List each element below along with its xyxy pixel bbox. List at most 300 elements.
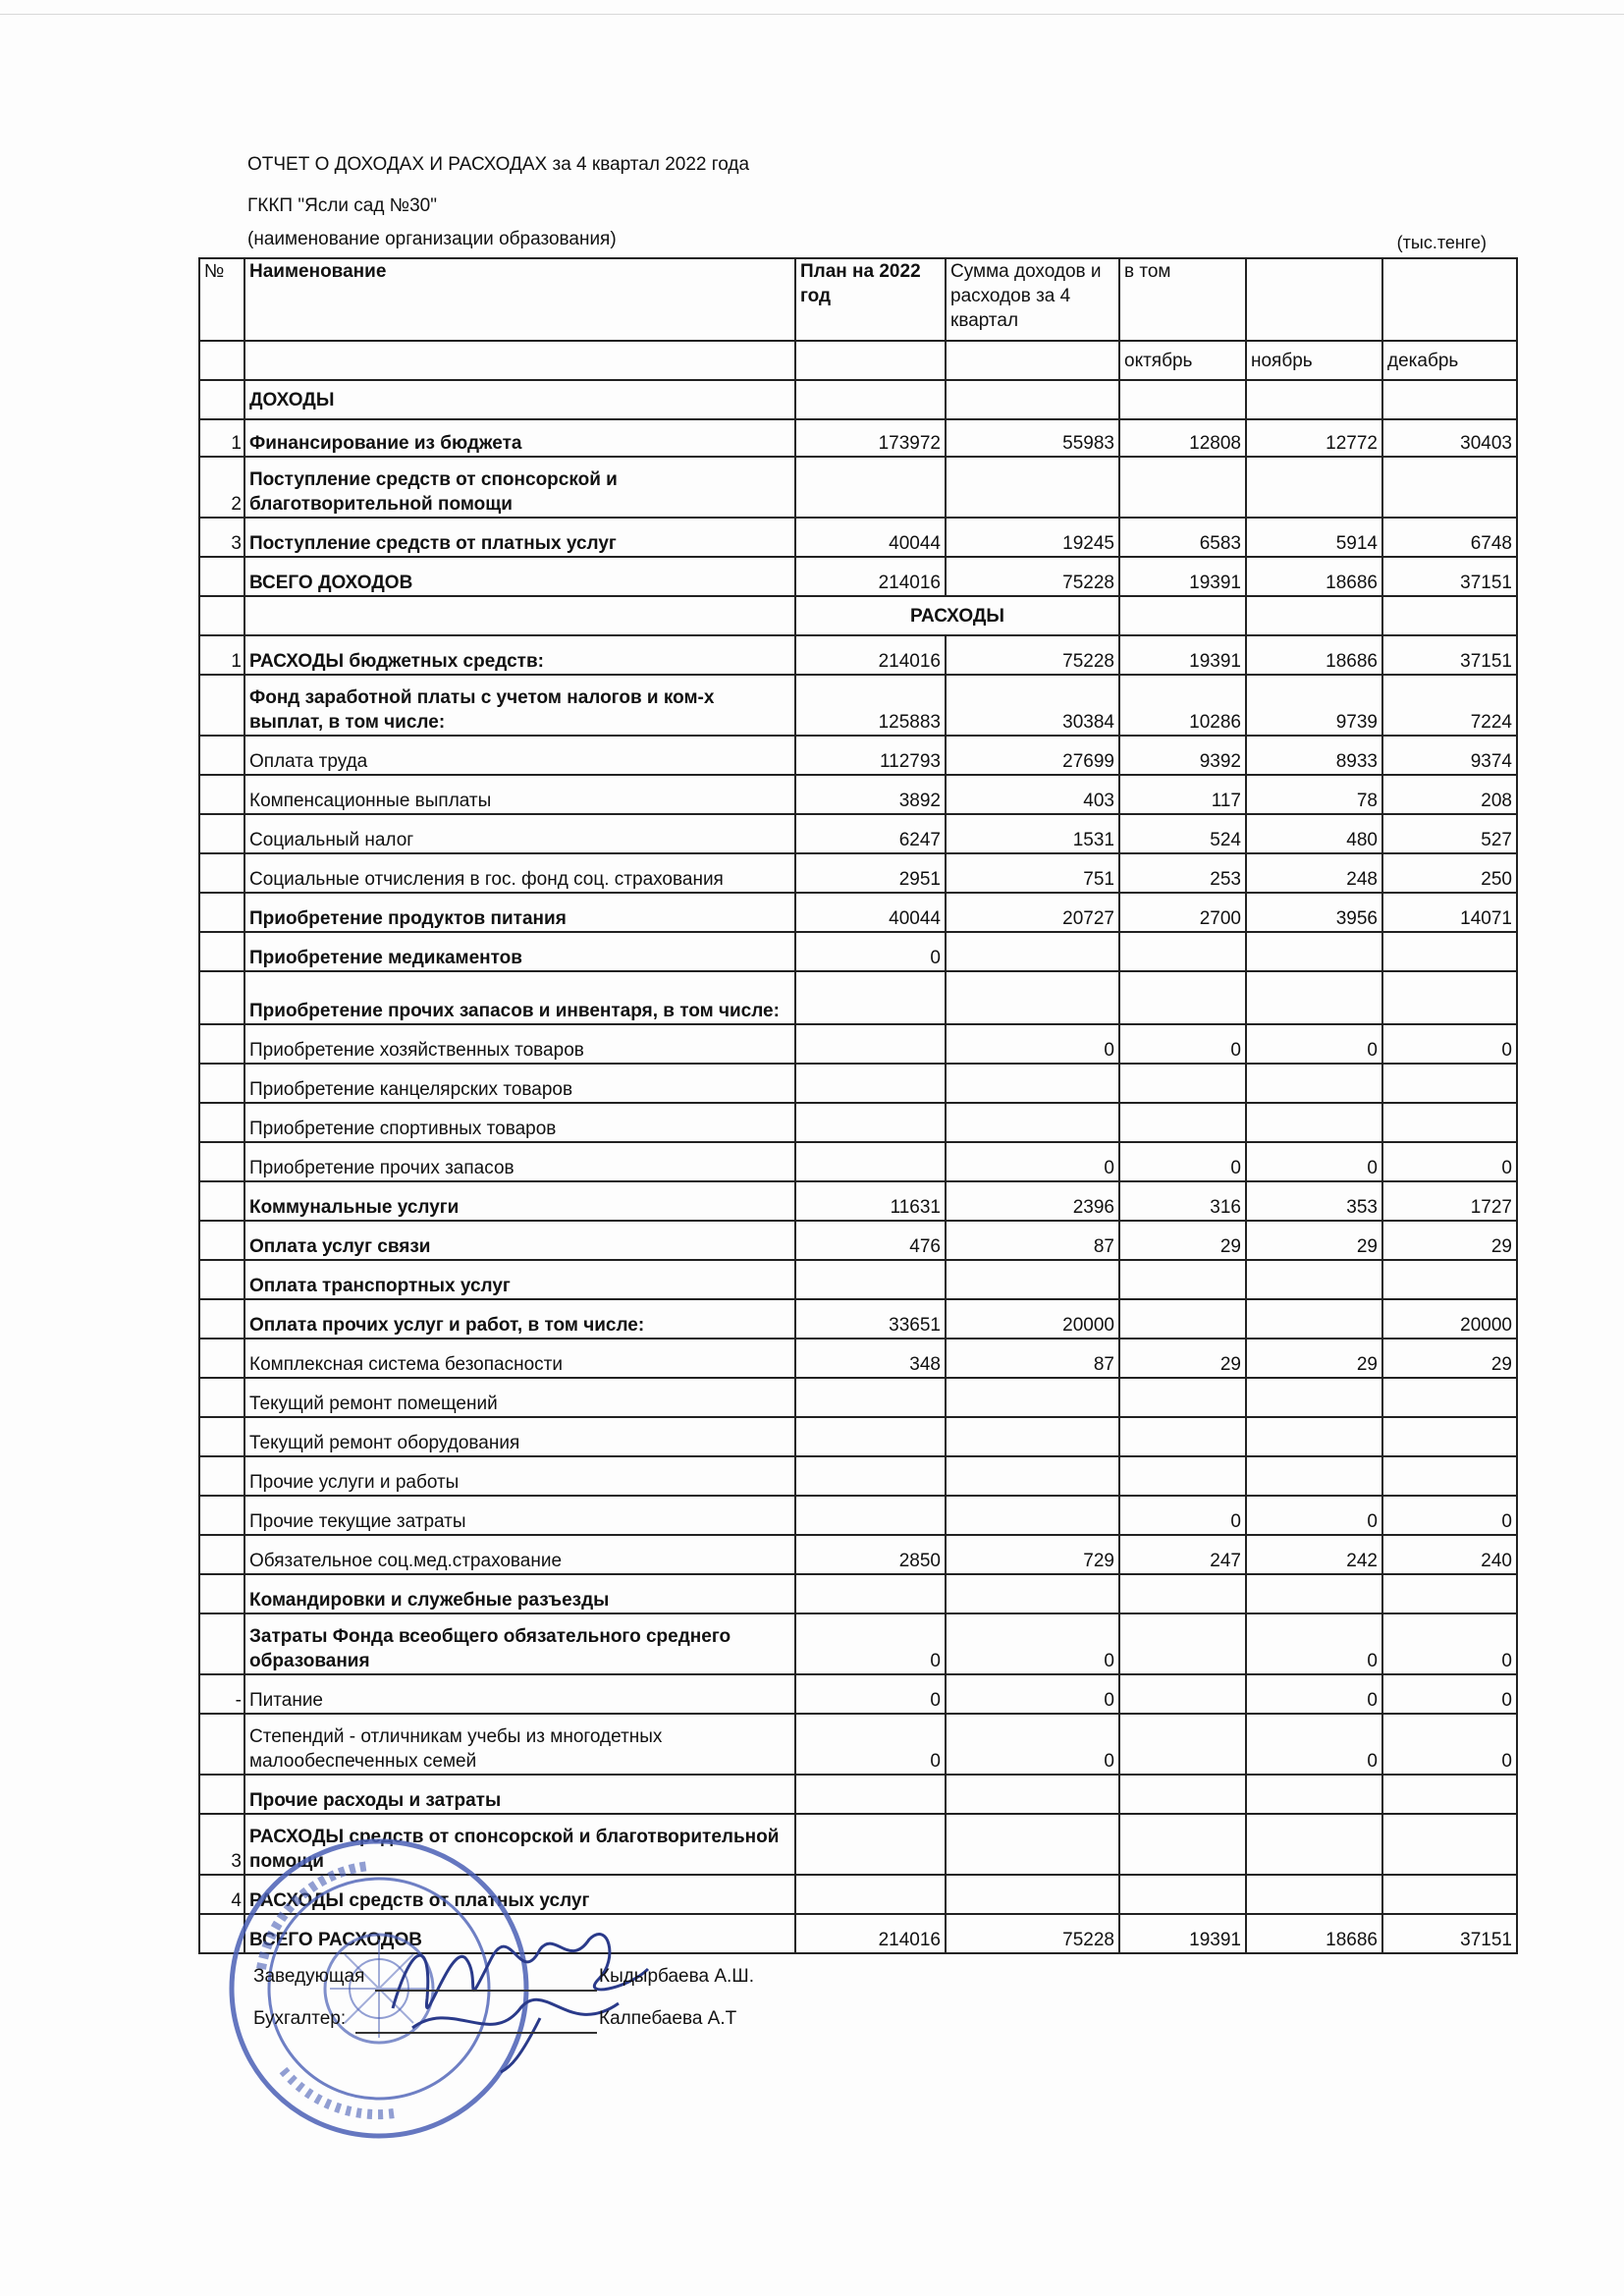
row-plan: 214016 — [795, 557, 946, 596]
row-plan — [795, 457, 946, 518]
row-name: Финансирование из бюджета — [244, 419, 795, 457]
row-nov: 353 — [1246, 1181, 1382, 1221]
table-row — [199, 1535, 1517, 1574]
table-row — [199, 893, 1517, 932]
row-nov: 0 — [1246, 1142, 1382, 1181]
row-sum — [946, 1496, 1119, 1535]
row-number — [199, 971, 244, 1024]
row-plan — [795, 1775, 946, 1814]
head-signature-line — [375, 1990, 597, 1992]
row-dec: 29 — [1382, 1221, 1517, 1260]
row-dec: 37151 — [1382, 1914, 1517, 1953]
row-sum: 20727 — [946, 893, 1119, 932]
row-dec — [1382, 1775, 1517, 1814]
col-empty-header — [1246, 258, 1382, 341]
row-number — [199, 1775, 244, 1814]
row-nov — [1246, 1456, 1382, 1496]
row-dec: 0 — [1382, 1142, 1517, 1181]
row-dec: 1727 — [1382, 1181, 1517, 1221]
row-nov: 0 — [1246, 1613, 1382, 1674]
row-sum: 87 — [946, 1339, 1119, 1378]
row-oct: 247 — [1119, 1535, 1246, 1574]
table-row — [199, 1064, 1517, 1103]
row-oct: 0 — [1119, 1496, 1246, 1535]
row-sum — [946, 1260, 1119, 1299]
row-name: Затраты Фонда всеобщего обязательного среднего образования — [244, 1613, 795, 1674]
row-sum: 0 — [946, 1024, 1119, 1064]
row-oct: 10286 — [1119, 675, 1246, 736]
row-number — [199, 1613, 244, 1674]
table-row — [199, 1613, 1517, 1674]
row-sum: 0 — [946, 1714, 1119, 1775]
row-nov — [1246, 1299, 1382, 1339]
row-oct: 19391 — [1119, 557, 1246, 596]
row-dec: 14071 — [1382, 893, 1517, 932]
row-dec — [1382, 932, 1517, 971]
row-name: Социальный налог — [244, 814, 795, 853]
row-dec — [1382, 1456, 1517, 1496]
table-row — [199, 1339, 1517, 1378]
row-oct — [1119, 1299, 1246, 1339]
table-row — [199, 853, 1517, 893]
row-number: 2 — [199, 457, 244, 518]
row-plan: 476 — [795, 1221, 946, 1260]
row-nov: 29 — [1246, 1339, 1382, 1378]
head-name: Кыдырбаева А.Ш. — [599, 1966, 754, 1987]
row-nov: 3956 — [1246, 893, 1382, 932]
row-number — [199, 1260, 244, 1299]
row-oct: 12808 — [1119, 419, 1246, 457]
table-row — [199, 1181, 1517, 1221]
row-name: РАСХОДЫ бюджетных средств: — [244, 635, 795, 675]
col-plan-header: План на 2022 год — [795, 258, 946, 341]
row-sum: 75228 — [946, 557, 1119, 596]
row-sum — [946, 971, 1119, 1024]
row-dec: 240 — [1382, 1535, 1517, 1574]
row-oct — [1119, 457, 1246, 518]
row-nov — [1246, 971, 1382, 1024]
row-name: Прочие текущие затраты — [244, 1496, 795, 1535]
row-number — [199, 814, 244, 853]
row-name: Приобретение спортивных товаров — [244, 1103, 795, 1142]
col-oct-header: октябрь — [1119, 341, 1246, 380]
table-row — [199, 1260, 1517, 1299]
row-number — [199, 1064, 244, 1103]
row-nov: 78 — [1246, 775, 1382, 814]
row-number — [199, 1535, 244, 1574]
row-name: ВСЕГО РАСХОДОВ — [244, 1914, 795, 1953]
row-sum — [946, 1064, 1119, 1103]
table-row — [199, 1024, 1517, 1064]
row-nov: 0 — [1246, 1674, 1382, 1714]
row-oct: 0 — [1119, 1024, 1246, 1064]
row-oct: 316 — [1119, 1181, 1246, 1221]
row-dec: 208 — [1382, 775, 1517, 814]
row-plan — [795, 1814, 946, 1875]
row-number — [199, 1714, 244, 1775]
row-plan: 2850 — [795, 1535, 946, 1574]
row-number: - — [199, 1674, 244, 1714]
row-plan — [795, 1378, 946, 1417]
row-name: Приобретение прочих запасов — [244, 1142, 795, 1181]
accountant-name: Калпебаева А.Т — [599, 2008, 737, 2029]
table-row — [199, 1496, 1517, 1535]
row-oct — [1119, 1378, 1246, 1417]
row-dec — [1382, 1260, 1517, 1299]
row-plan: 0 — [795, 932, 946, 971]
row-sum — [946, 1574, 1119, 1613]
row-dec: 9374 — [1382, 736, 1517, 775]
row-oct: 29 — [1119, 1339, 1246, 1378]
row-oct — [1119, 1814, 1246, 1875]
row-sum: 27699 — [946, 736, 1119, 775]
col-empty-header — [1382, 258, 1517, 341]
head-label: Заведующая — [253, 1966, 365, 1987]
row-oct: 0 — [1119, 1142, 1246, 1181]
row-oct — [1119, 1103, 1246, 1142]
table-row — [199, 1456, 1517, 1496]
row-oct: 2700 — [1119, 893, 1246, 932]
row-plan: 11631 — [795, 1181, 946, 1221]
row-dec: 0 — [1382, 1613, 1517, 1674]
table-row — [199, 419, 1517, 457]
row-sum: 2396 — [946, 1181, 1119, 1221]
row-sum — [946, 1417, 1119, 1456]
row-name: Приобретение медикаментов — [244, 932, 795, 971]
row-dec: 7224 — [1382, 675, 1517, 736]
row-name: Обязательное соц.мед.страхование — [244, 1535, 795, 1574]
row-nov: 18686 — [1246, 557, 1382, 596]
table-row — [199, 1221, 1517, 1260]
row-nov: 242 — [1246, 1535, 1382, 1574]
row-name: Поступление средств от спонсорской и благотворительной помощи — [244, 457, 795, 518]
row-oct — [1119, 1714, 1246, 1775]
row-number — [199, 1456, 244, 1496]
row-name: Коммунальные услуги — [244, 1181, 795, 1221]
row-number — [199, 853, 244, 893]
row-number — [199, 1339, 244, 1378]
row-dec: 30403 — [1382, 419, 1517, 457]
row-name: Питание — [244, 1674, 795, 1714]
row-number: 3 — [199, 1814, 244, 1875]
row-name: Оплата услуг связи — [244, 1221, 795, 1260]
report-title: ОТЧЕТ О ДОХОДАХ И РАСХОДАХ за 4 квартал 2022 года — [247, 154, 750, 175]
row-number — [199, 1417, 244, 1456]
row-plan — [795, 1024, 946, 1064]
col-nov-header: ноябрь — [1246, 341, 1382, 380]
organization-name: ГККП "Ясли сад №30" — [247, 195, 437, 216]
expense-section-row — [199, 596, 1517, 635]
row-nov — [1246, 1260, 1382, 1299]
row-sum: 75228 — [946, 635, 1119, 675]
table-row — [199, 457, 1517, 518]
row-sum — [946, 1456, 1119, 1496]
row-number — [199, 1574, 244, 1613]
row-oct: 19391 — [1119, 1914, 1246, 1953]
row-number — [199, 1221, 244, 1260]
income-section-header: ДОХОДЫ — [244, 380, 795, 419]
table-row — [199, 1674, 1517, 1714]
table-row — [199, 1714, 1517, 1775]
table-row — [199, 736, 1517, 775]
row-nov — [1246, 1064, 1382, 1103]
row-plan: 40044 — [795, 518, 946, 557]
row-plan: 2951 — [795, 853, 946, 893]
row-name: Командировки и служебные разъезды — [244, 1574, 795, 1613]
row-dec: 0 — [1382, 1496, 1517, 1535]
row-sum: 0 — [946, 1674, 1119, 1714]
row-dec — [1382, 1417, 1517, 1456]
row-nov — [1246, 1574, 1382, 1613]
row-name: Приобретение прочих запасов и инвентаря, в том числе: — [244, 971, 795, 1024]
row-plan — [795, 1574, 946, 1613]
col-incl-header: в том — [1119, 258, 1246, 341]
table-row — [199, 635, 1517, 675]
row-sum: 87 — [946, 1221, 1119, 1260]
row-nov: 248 — [1246, 853, 1382, 893]
row-oct: 9392 — [1119, 736, 1246, 775]
table-row — [199, 518, 1517, 557]
row-number — [199, 1496, 244, 1535]
row-plan — [795, 1064, 946, 1103]
row-dec — [1382, 1574, 1517, 1613]
row-number — [199, 1299, 244, 1339]
row-oct — [1119, 1775, 1246, 1814]
row-number — [199, 1103, 244, 1142]
row-name: Комплексная система безопасности — [244, 1339, 795, 1378]
table-row — [199, 1417, 1517, 1456]
row-plan: 214016 — [795, 1914, 946, 1953]
row-nov: 0 — [1246, 1714, 1382, 1775]
row-nov — [1246, 1417, 1382, 1456]
row-oct: 29 — [1119, 1221, 1246, 1260]
row-name: Компенсационные выплаты — [244, 775, 795, 814]
row-plan — [795, 1496, 946, 1535]
row-dec: 250 — [1382, 853, 1517, 893]
col-no-header: № — [199, 258, 244, 341]
row-plan: 0 — [795, 1674, 946, 1714]
row-sum: 403 — [946, 775, 1119, 814]
row-plan: 3892 — [795, 775, 946, 814]
row-sum: 1531 — [946, 814, 1119, 853]
table-row — [199, 1103, 1517, 1142]
units-label: (тыс.тенге) — [1396, 233, 1487, 252]
row-oct — [1119, 1456, 1246, 1496]
row-sum: 30384 — [946, 675, 1119, 736]
row-dec — [1382, 1103, 1517, 1142]
row-plan: 112793 — [795, 736, 946, 775]
row-sum — [946, 457, 1119, 518]
row-sum: 0 — [946, 1142, 1119, 1181]
row-name: Оплата прочих услуг и работ, в том числе: — [244, 1299, 795, 1339]
row-number — [199, 675, 244, 736]
row-oct: 253 — [1119, 853, 1246, 893]
row-oct — [1119, 1417, 1246, 1456]
table-row — [199, 932, 1517, 971]
accountant-signature-line — [355, 2032, 597, 2034]
row-oct — [1119, 1574, 1246, 1613]
row-dec: 0 — [1382, 1024, 1517, 1064]
row-name: Степендий - отличникам учебы из многодетных малообеспеченных семей — [244, 1714, 795, 1775]
table-row — [199, 557, 1517, 596]
row-number — [199, 775, 244, 814]
row-plan — [795, 1456, 946, 1496]
row-nov: 29 — [1246, 1221, 1382, 1260]
row-nov — [1246, 932, 1382, 971]
row-sum: 75228 — [946, 1914, 1119, 1953]
row-oct: 6583 — [1119, 518, 1246, 557]
row-plan — [795, 971, 946, 1024]
row-name: Оплата труда — [244, 736, 795, 775]
table-row — [199, 1775, 1517, 1814]
row-dec: 6748 — [1382, 518, 1517, 557]
row-dec — [1382, 1064, 1517, 1103]
table-row — [199, 675, 1517, 736]
row-plan — [795, 1142, 946, 1181]
row-sum — [946, 1814, 1119, 1875]
row-number — [199, 932, 244, 971]
row-plan: 173972 — [795, 419, 946, 457]
row-dec: 29 — [1382, 1339, 1517, 1378]
row-number — [199, 1378, 244, 1417]
row-nov: 9739 — [1246, 675, 1382, 736]
row-dec: 37151 — [1382, 557, 1517, 596]
table-row — [199, 1378, 1517, 1417]
table-row — [199, 775, 1517, 814]
row-plan: 0 — [795, 1613, 946, 1674]
table-row — [199, 814, 1517, 853]
row-plan: 40044 — [795, 893, 946, 932]
row-dec: 37151 — [1382, 635, 1517, 675]
row-name: Прочие услуги и работы — [244, 1456, 795, 1496]
row-name: РАСХОДЫ средств от спонсорской и благотворительной помощи — [244, 1814, 795, 1875]
row-dec: 527 — [1382, 814, 1517, 853]
col-name-header: Наименование — [244, 258, 795, 341]
row-nov: 0 — [1246, 1024, 1382, 1064]
col-sum-header: Сумма доходов и расходов за 4 квартал — [946, 258, 1119, 341]
row-sum: 751 — [946, 853, 1119, 893]
row-nov: 5914 — [1246, 518, 1382, 557]
row-dec — [1382, 457, 1517, 518]
row-oct — [1119, 1260, 1246, 1299]
row-dec: 0 — [1382, 1674, 1517, 1714]
row-sum: 0 — [946, 1613, 1119, 1674]
row-name: Прочие расходы и затраты — [244, 1775, 795, 1814]
row-nov — [1246, 1814, 1382, 1875]
row-number: 4 — [199, 1875, 244, 1914]
table-row — [199, 1574, 1517, 1613]
row-oct — [1119, 1674, 1246, 1714]
row-nov: 480 — [1246, 814, 1382, 853]
row-name: Приобретение хозяйственных товаров — [244, 1024, 795, 1064]
row-nov — [1246, 1378, 1382, 1417]
scan-edge — [0, 14, 1624, 15]
row-name: Текущий ремонт помещений — [244, 1378, 795, 1417]
row-plan: 348 — [795, 1339, 946, 1378]
row-nov: 18686 — [1246, 1914, 1382, 1953]
table-row — [199, 1299, 1517, 1339]
row-nov: 0 — [1246, 1496, 1382, 1535]
organization-caption: (наименование организации образования) — [247, 229, 617, 249]
row-sum — [946, 1775, 1119, 1814]
row-dec — [1382, 1875, 1517, 1914]
row-plan: 125883 — [795, 675, 946, 736]
row-nov — [1246, 1103, 1382, 1142]
row-number — [199, 893, 244, 932]
row-plan — [795, 1103, 946, 1142]
row-number: 3 — [199, 518, 244, 557]
row-oct: 524 — [1119, 814, 1246, 853]
expense-section-header: РАСХОДЫ — [795, 596, 1119, 635]
row-plan: 0 — [795, 1714, 946, 1775]
row-sum: 20000 — [946, 1299, 1119, 1339]
row-number — [199, 1142, 244, 1181]
row-dec: 20000 — [1382, 1299, 1517, 1339]
row-number — [199, 1181, 244, 1221]
col-dec-header: декабрь — [1382, 341, 1517, 380]
row-nov: 12772 — [1246, 419, 1382, 457]
accountant-label: Бухгалтер: — [253, 2008, 347, 2029]
row-number — [199, 1024, 244, 1064]
row-number: 1 — [199, 635, 244, 675]
row-number: 1 — [199, 419, 244, 457]
row-number — [199, 736, 244, 775]
row-nov: 18686 — [1246, 635, 1382, 675]
row-oct — [1119, 971, 1246, 1024]
row-name: Оплата транспортных услуг — [244, 1260, 795, 1299]
row-sum: 19245 — [946, 518, 1119, 557]
row-dec — [1382, 1814, 1517, 1875]
row-name: Текущий ремонт оборудования — [244, 1417, 795, 1456]
row-oct — [1119, 1613, 1246, 1674]
row-name: РАСХОДЫ средств от платных услуг — [244, 1875, 795, 1914]
row-sum — [946, 1875, 1119, 1914]
row-plan — [795, 1260, 946, 1299]
row-dec: 0 — [1382, 1714, 1517, 1775]
row-nov — [1246, 1775, 1382, 1814]
row-dec — [1382, 1378, 1517, 1417]
row-name: ВСЕГО ДОХОДОВ — [244, 557, 795, 596]
row-name: Фонд заработной платы с учетом налогов и ком-х выплат, в том числе: — [244, 675, 795, 736]
table-row — [199, 971, 1517, 1024]
row-oct — [1119, 932, 1246, 971]
row-sum — [946, 932, 1119, 971]
row-plan — [795, 1875, 946, 1914]
row-oct — [1119, 1064, 1246, 1103]
row-name: Приобретение канцелярских товаров — [244, 1064, 795, 1103]
row-nov — [1246, 1875, 1382, 1914]
row-number — [199, 557, 244, 596]
row-oct: 19391 — [1119, 635, 1246, 675]
row-plan — [795, 1417, 946, 1456]
row-name: Поступление средств от платных услуг — [244, 518, 795, 557]
row-name: Социальные отчисления в гос. фонд соц. страхования — [244, 853, 795, 893]
row-dec — [1382, 971, 1517, 1024]
table-row — [199, 1142, 1517, 1181]
row-sum — [946, 1378, 1119, 1417]
row-sum — [946, 1103, 1119, 1142]
row-name: Приобретение продуктов питания — [244, 893, 795, 932]
row-oct — [1119, 1875, 1246, 1914]
row-plan: 214016 — [795, 635, 946, 675]
row-plan: 33651 — [795, 1299, 946, 1339]
row-nov: 8933 — [1246, 736, 1382, 775]
handwritten-signature — [373, 1900, 668, 2077]
row-oct: 117 — [1119, 775, 1246, 814]
report-table — [198, 257, 1518, 1954]
row-sum: 55983 — [946, 419, 1119, 457]
row-plan: 6247 — [795, 814, 946, 853]
